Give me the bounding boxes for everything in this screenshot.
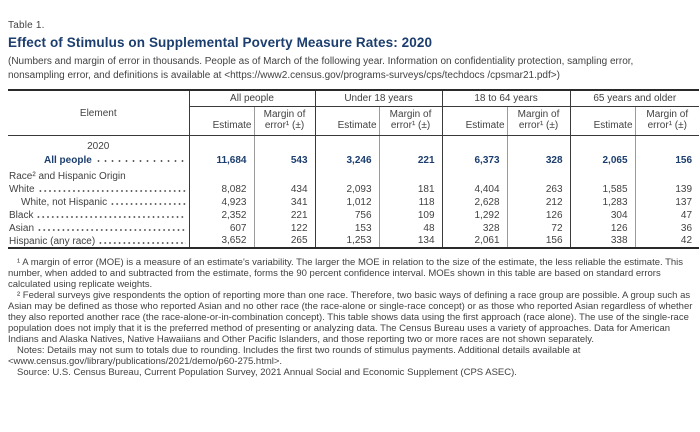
cell-moe: 265: [254, 235, 315, 248]
cell-estimate: 153: [315, 222, 379, 235]
empty-cell: [189, 136, 254, 156]
column-group-18-to-64: 18 to 64 years: [442, 90, 570, 107]
empty-cell: [507, 136, 570, 156]
cell-moe: 156: [507, 235, 570, 248]
column-header-estimate: Estimate: [570, 107, 635, 136]
cell-estimate: 756: [315, 209, 379, 222]
table-row-hispanic: [8, 235, 699, 248]
dot-leader: [110, 202, 185, 206]
cell-estimate: 328: [442, 222, 507, 235]
row-label: [8, 222, 189, 235]
cell-moe: 48: [379, 222, 442, 235]
column-header-estimate: Estimate: [315, 107, 379, 136]
cell-moe: 36: [635, 222, 699, 235]
empty-cell: [379, 171, 442, 183]
row-label: [8, 209, 189, 222]
row-label: [8, 196, 189, 209]
row-label: [8, 183, 189, 196]
cell-moe: 72: [507, 222, 570, 235]
cell-estimate: 1,012: [315, 196, 379, 209]
cell-moe: 212: [507, 196, 570, 209]
row-label: [8, 235, 189, 248]
cell-estimate: 2,061: [442, 235, 507, 248]
column-group-65-older: 65 years and older: [570, 90, 699, 107]
table-row-asian: [8, 222, 699, 235]
cell-estimate: 3,652: [189, 235, 254, 248]
cell-moe: 109: [379, 209, 442, 222]
cell-estimate: 4,923: [189, 196, 254, 209]
dot-leader: [98, 241, 185, 245]
cell-moe: 263: [507, 183, 570, 196]
cell-moe: 122: [254, 222, 315, 235]
source-line: Source: U.S. Census Bureau, Current Population Survey, 2021 Annual Social and Economic Supplement (CPS ASEC).: [17, 367, 517, 379]
column-header-moe: Margin of error¹ (±): [635, 107, 699, 136]
empty-cell: [315, 136, 379, 156]
column-header-moe: Margin of error¹ (±): [254, 107, 315, 136]
cell-moe: 134: [379, 235, 442, 248]
column-header-element: Element: [8, 90, 189, 136]
cell-moe: 47: [635, 209, 699, 222]
dot-leader: [37, 228, 185, 232]
cell-estimate: 2,352: [189, 209, 254, 222]
cell-estimate: 1,585: [570, 183, 635, 196]
cell-moe: 221: [379, 155, 442, 171]
empty-cell: [254, 171, 315, 183]
table-intro-note: (Numbers and margin of error in thousands. People as of March of the following year. Information on confidentiality protection, sampling error, nonsampling error, and definitions is available at <https://www2.census.gov/programs-surveys/cps/techdocs /cpsmar21.pdf>): [8, 56, 634, 81]
row-label: [8, 155, 189, 171]
cell-estimate: 2,628: [442, 196, 507, 209]
empty-cell: [442, 136, 507, 156]
race-section-row: [8, 171, 699, 183]
cell-moe: 221: [254, 209, 315, 222]
spm-rates-table: [8, 89, 699, 249]
table-number-label: Table 1.: [8, 20, 45, 31]
empty-cell: [315, 171, 379, 183]
year-section-row: [8, 136, 699, 156]
cell-moe: 341: [254, 196, 315, 209]
empty-cell: [442, 171, 507, 183]
cell-moe: 156: [635, 155, 699, 171]
empty-cell: [635, 136, 699, 156]
cell-estimate: 8,082: [189, 183, 254, 196]
cell-moe: 181: [379, 183, 442, 196]
cell-moe: 543: [254, 155, 315, 171]
footnote-2: ² Federal surveys give respondents the option of reporting more than one race. Therefore, two basic ways of defining a race group are possible. A group such as Asian may be defined as those who reported Asian and no other race (the race-alone or single-race concept) or as those who reported Asian regardless of whether they also reported another race (the race-alone-or-in-combination concept). This table shows data using the first approach (race alone). The use of the single-race population does not imply that it is the preferred method of presenting or analyzing data. The Census Bureau uses a variety of approaches. Data for American Indians and Alaska Natives, Native Hawaiians and Other Pacific Islanders, and those reporting two or more races are not shown separately.: [8, 290, 693, 346]
cell-estimate: 4,404: [442, 183, 507, 196]
empty-cell: [635, 171, 699, 183]
cell-estimate: 304: [570, 209, 635, 222]
table-row-white-not-hispanic: [8, 196, 699, 209]
column-header-moe: Margin of error¹ (±): [507, 107, 570, 136]
empty-cell: [507, 171, 570, 183]
table-header-group-row: [8, 90, 699, 107]
row-label-text: Hispanic (any race): [9, 235, 96, 247]
footnote-1: ¹ A margin of error (MOE) is a measure of an estimate's variability. The larger the MOE in relation to the size of the estimate, the less reliable the estimate. This number, when added to and subtracted from the estimate, forms the 90 percent confidence interval. MOEs shown in this table are based on standard errors calculated using replicate weights.: [8, 257, 684, 291]
cell-moe: 328: [507, 155, 570, 171]
page-title: Effect of Stimulus on Supplemental Poverty Measure Rates: 2020: [8, 35, 433, 50]
empty-cell: [254, 136, 315, 156]
empty-cell: [570, 171, 635, 183]
table-row-white: [8, 183, 699, 196]
row-label-text: White, not Hispanic: [21, 197, 108, 209]
notes-line: Notes: Details may not sum to totals due to rounding. Includes the first two rounds of stimulus payments. Additional details available at <www.census.gov/library/publications/2021/demo/p60-275.html>.: [8, 345, 581, 368]
empty-cell: [379, 136, 442, 156]
cell-estimate: 3,246: [315, 155, 379, 171]
cell-estimate: 607: [189, 222, 254, 235]
row-label-text: White: [9, 184, 35, 196]
race-section-label: Race² and Hispanic Origin: [9, 171, 126, 183]
footnotes-block: [8, 257, 698, 378]
cell-moe: 137: [635, 196, 699, 209]
cell-moe: 139: [635, 183, 699, 196]
cell-moe: 126: [507, 209, 570, 222]
row-label-text: All people: [44, 155, 92, 167]
dot-leader: [95, 159, 186, 163]
empty-cell: [189, 171, 254, 183]
year-section-label: 2020: [87, 141, 110, 153]
cell-moe: 434: [254, 183, 315, 196]
cell-estimate: 2,065: [570, 155, 635, 171]
column-header-estimate: Estimate: [442, 107, 507, 136]
cell-estimate: 2,093: [315, 183, 379, 196]
cell-moe: 42: [635, 235, 699, 248]
empty-cell: [570, 136, 635, 156]
dot-leader: [38, 189, 186, 193]
cell-estimate: 6,373: [442, 155, 507, 171]
dot-leader: [36, 215, 185, 219]
table-row-black: [8, 209, 699, 222]
cell-estimate: 11,684: [189, 155, 254, 171]
row-label-text: Black: [9, 210, 34, 222]
cell-estimate: 1,253: [315, 235, 379, 248]
column-group-all-people: All people: [189, 90, 315, 107]
cell-estimate: 126: [570, 222, 635, 235]
cell-estimate: 1,283: [570, 196, 635, 209]
column-header-estimate: Estimate: [189, 107, 254, 136]
row-label-text: Asian: [9, 223, 35, 235]
column-group-under-18: Under 18 years: [315, 90, 442, 107]
cell-estimate: 338: [570, 235, 635, 248]
cell-estimate: 1,292: [442, 209, 507, 222]
cell-moe: 118: [379, 196, 442, 209]
table-row-all-people: [8, 155, 699, 171]
column-header-moe: Margin of error¹ (±): [379, 107, 442, 136]
